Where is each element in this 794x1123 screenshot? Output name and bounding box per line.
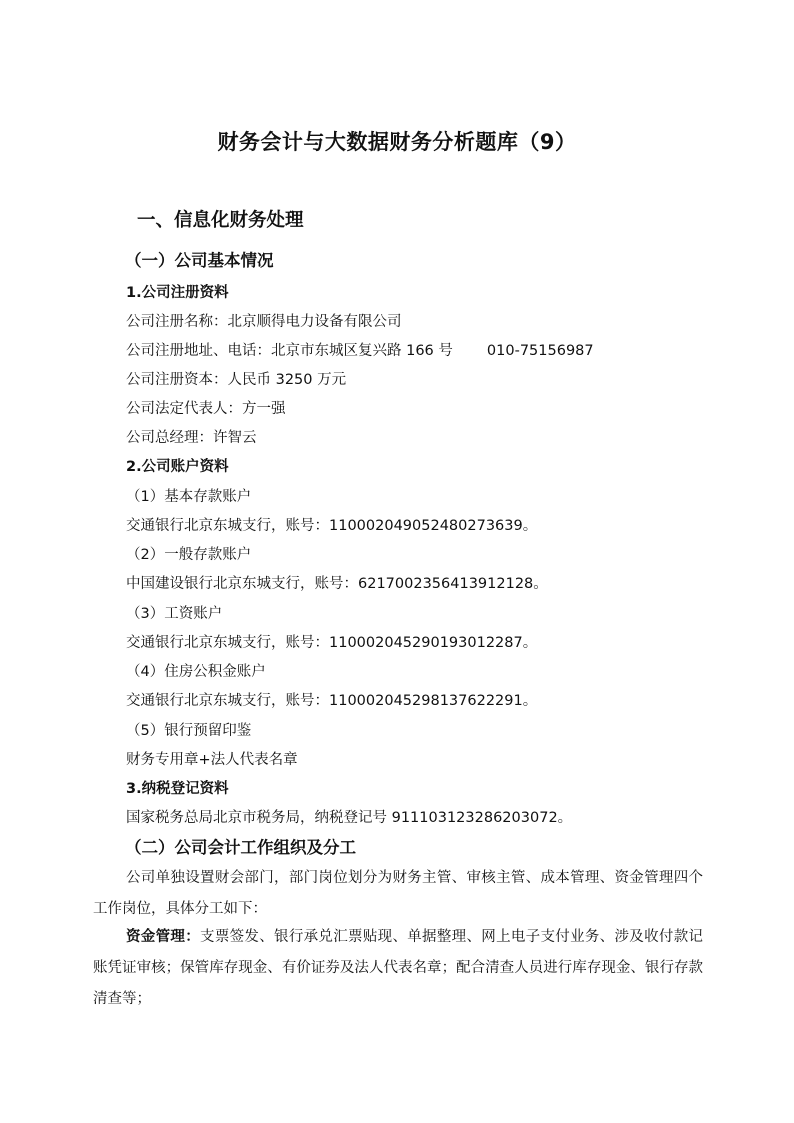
tax-heading: 3.纳税登记资料: [126, 781, 229, 797]
registered-address: 公司注册地址、电话：北京市东城区复兴路 166 号: [126, 343, 453, 359]
account-label: （2）一般存款账户: [126, 547, 252, 563]
subsection-heading-company-info: （一）公司基本情况: [125, 251, 274, 270]
general-manager: 公司总经理：许智云: [126, 430, 257, 446]
subsection-heading-accounting-division: （二）公司会计工作组织及分工: [125, 838, 356, 857]
account-label: （3）工资账户: [126, 606, 223, 622]
fund-management-paragraph: [93, 922, 703, 1015]
accounts-heading: 2.公司账户资料: [126, 459, 229, 475]
registered-name: 公司注册名称：北京顺得电力设备有限公司: [126, 314, 402, 330]
registered-phone: 010-75156987: [486, 343, 594, 359]
account-value: 财务专用章+法人代表名章: [126, 752, 298, 768]
document-title: 财务会计与大数据财务分析题库（9）: [217, 130, 577, 154]
account-value: 中国建设银行北京东城支行，账号：6217002356413912128。: [126, 576, 548, 592]
fund-management-label: 资金管理：: [126, 929, 201, 945]
legal-representative: 公司法定代表人：方一强: [126, 401, 286, 417]
division-intro-paragraph: 公司单独设置财会部门，部门岗位划分为财务主管、审核主管、成本管理、资金管理四个工作岗位，具体分工如下：: [93, 870, 703, 917]
registration-heading: 1.公司注册资料: [126, 285, 229, 301]
account-label: （1）基本存款账户: [126, 489, 252, 505]
account-label: （4）住房公积金账户: [126, 664, 266, 680]
account-value: 交通银行北京东城支行，账号：110002045290193012287。: [126, 635, 538, 651]
account-value: 交通银行北京东城支行，账号：110002049052480273639。: [126, 518, 538, 534]
tax-registration: 国家税务总局北京市税务局，纳税登记号 911103123286203072。: [126, 810, 573, 826]
registered-address-line: [126, 341, 594, 361]
account-value: 交通银行北京东城支行，账号：110002045298137622291。: [126, 693, 538, 709]
registered-capital: 公司注册资本：人民币 3250 万元: [126, 372, 347, 388]
section-heading-1: 一、信息化财务处理: [137, 210, 304, 231]
fund-management-text: 支票签发、银行承兑汇票贴现、单据整理、网上电子支付业务、涉及收付款记账凭证审核；保管库存现金、有价证券及法人代表名章；配合清查人员进行库存现金、银行存款清查等；: [93, 929, 703, 1007]
account-label: （5）银行预留印鉴: [126, 723, 252, 739]
